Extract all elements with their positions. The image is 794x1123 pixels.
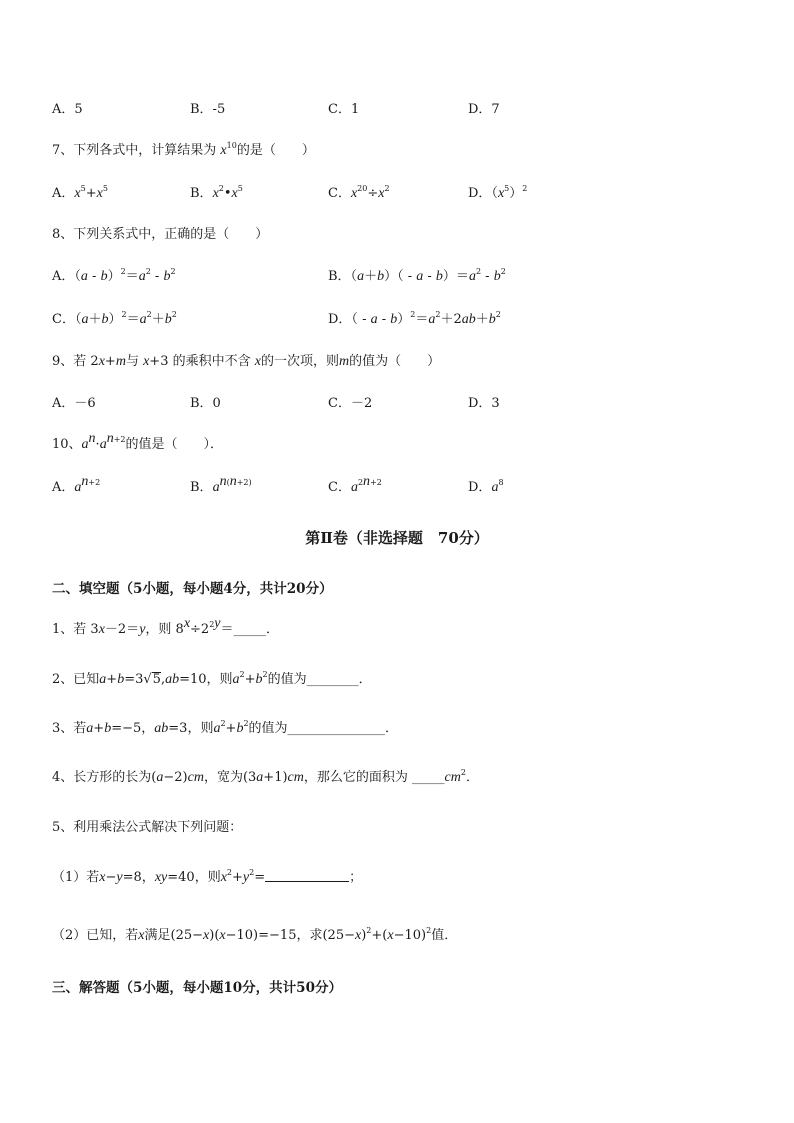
q9-option-d: D．3	[468, 396, 500, 411]
q10-stem: 10、$a^n\cdot a^{n+2}$的值是（ ）．	[52, 431, 223, 452]
q7-stem: 7、下列各式中，计算结果为 $x^{10}$的是（ ）	[52, 141, 315, 158]
q6-option-d: D．7	[468, 102, 500, 117]
q7-option-a: A．$x^5+x^5$	[52, 184, 108, 201]
fill-q5-part2: （2）已知，若x满足(25−x)(x−10)=−15，求$(25-x)^2+(x-10)^2$值．	[52, 926, 458, 943]
q7-option-b: B．$x^2•x^5$	[190, 184, 243, 201]
q10-option-b: B．$a^{n(n+2)}$	[190, 474, 252, 495]
part-ii-title: 第Ⅱ卷（非选择题 70分）	[305, 529, 489, 547]
fill-q5: 5、利用乘法公式解决下列问题：	[52, 820, 243, 835]
q9-stem: 9、若 2x+m与 x+3 的乘积中不含 x的一次项，则m的值为（ ）	[52, 354, 441, 369]
answer-blank[interactable]	[265, 869, 349, 882]
q8-option-b: B．$(a+b)( - a - b)=a^2 - b^2$	[328, 267, 506, 284]
q10-option-c: C．$a^{2n+2}$	[328, 474, 382, 495]
q8-option-d: D．（ - $a - b)^2=a^2+2ab+b^2$	[328, 310, 501, 327]
q10-option-d: D．$a^8$	[468, 478, 504, 495]
fill-q4: 4、长方形的长为(a−2)cm，宽为(3a+1)cm，那么它的面积为 $\_\_\_\_\_cm^2$．	[52, 768, 479, 785]
q9-option-a: A．－6	[52, 396, 96, 411]
q6-option-c: C．1	[328, 102, 360, 117]
q9-option-b: B．0	[190, 396, 221, 411]
q7-option-d: D．$(x^5)^2$	[468, 184, 528, 201]
q6-option-b: B．-5	[190, 102, 226, 117]
q8-option-c: C．$(a+b)^2=a^2+b^2$	[52, 310, 177, 327]
q8-stem: 8、下列关系式中，正确的是（ ）	[52, 227, 269, 242]
fill-q2: 2、已知a+b=3√5,ab=10，则$a^2+b^2$的值为________．	[52, 670, 372, 687]
q6-option-a: A．5	[52, 102, 83, 117]
q7-option-c: C．$x^{20}\div x^2$	[328, 184, 390, 201]
solve-heading: 三、解答题（5小题，每小题10分，共计50分）	[52, 980, 342, 996]
q10-option-a: A．$a^{n+2}$	[52, 474, 101, 495]
fill-in-heading: 二、填空题（5小题，每小题4分，共计20分）	[52, 581, 333, 597]
q8-option-a: A．$(a - b)^2=a^2 - b^2$	[52, 267, 176, 284]
q9-option-c: C．－2	[328, 396, 373, 411]
fill-q5-part1: （1）若x−y=8，xy=40，则$x^2+y^2=$ ；	[52, 868, 363, 885]
fill-q3: 3、若a+b=−5，ab=3，则$a^2+b^2$的值为_______________．	[52, 719, 399, 736]
fill-q1: 1、若 3x－2＝y，则 $8^x\div 2^{2y}=\_\_\_\_\_$．	[52, 616, 280, 637]
